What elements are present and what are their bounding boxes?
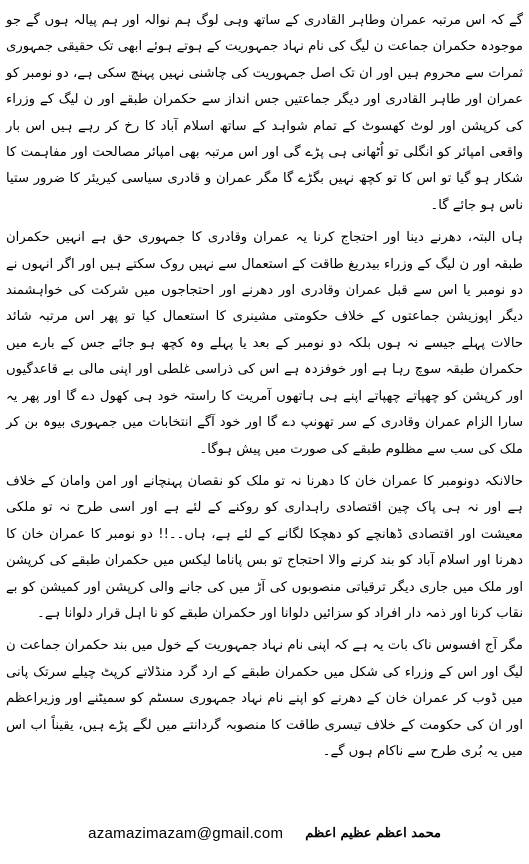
- article-paragraph-4: مگر آج افسوس ناک بات یہ ہے کہ اپنی نام نہاد جمہوریت کے خول میں بند حکمران جماعت ن لیگ اور اس کے وزراء کی شکل میں حکمران طبقے کے ارد گرد منڈلاتے کرپٹ چیلے سرتک پانی میں ڈوب کر عمران خان کے دھرنے کو اپنے نام نہاد جمہوری سسٹم کو سمیٹنے اور وزیراعظم اور ان کی حکومت کے خلاف تیسری طاقت کا منصوبہ گردانتے میں لگے پڑے ہیں، یقیناً اب اس میں یہ بُری طرح سے ناکام ہوں گے۔: [6, 638, 523, 759]
- author-name: محمد اعظم عظیم اعظم: [305, 825, 441, 841]
- author-email[interactable]: azamazimazam@gmail.com: [88, 824, 284, 842]
- article-paragraph-1: گے کہ اس مرتبہ عمران وطاہر القادری کے ساتھ وہی لوگ ہم نوالہ اور ہم پیالہ ہوں گے جو موجودہ حکمران جماعت ن لیگ کی نام نہاد جمہوریت کے ہوتے ہوئے ابھی تک حقیقی جمہوری ثمرات سے محروم ہیں اور ان تک اصل جمہوریت کی چاشنی نہیں پہنچ سکی ہے، دو نومبر کو عمران اور طاہر القادری اور دیگر جماعتیں جس انداز سے حکمران طبقے اور ن لیگ کے وزراء کی کرپشن اور لوٹ کھسوٹ کے تمام شواہد کے ساتھ اسلام آباد کا رخ کر رہے ہیں اس بار واقعی امپائر کو انگلی تو اُٹھانی ہی پڑے گی اور اس مرتبہ بھی امپائر مصالحت اور مفاہمت کا شکار ہو گیا تو اس کا تو کچھ نہیں بگڑے گا مگر عمران و قادری سیاسی کیریئر کا ضرور ستیا ناس ہو جائے گا۔: [6, 13, 523, 213]
- article-paragraph-3: حالانکہ دونومبر کا عمران خان کا دھرنا نہ تو ملک کو نقصان پہنچانے اور امن وامان کے خلاف ہے اور نہ ہی پاک چین اقتصادی راہداری کو روکنے کے لئے ہے اور اسی طرح نہ تو ملکی معیشت اور اقتصادی ڈھانچے کو دھچکا لگانے کے لئے ہے، ہاں۔۔!! دو نومبر کا عمران خان کا دھرنا اور اسلام آباد کو بند کرنے والا احتجاج تو بس پاناما لیکس میں حکمران طبقے کی کرپشن اور ملک میں جاری دیگر ترقیاتی منصوبوں کی آڑ میں کی جانے والی کرپشن اور کمیشن کو بے نقاب کرنا اور ذمہ دار افراد کو سزائیں دلوانا اور حکمران طبقے کو نا اہل قرار دلوانا ہے۔: [6, 473, 523, 621]
- article-paragraph-2: ہاں البتہ، دھرنے دینا اور احتجاج کرنا یہ عمران وقادری کا جمہوری حق ہے انہیں حکمران طبقہ اور ن لیگ کے وزراء بیدریغ طاقت کے استعمال سے نہیں روک سکتے ہیں اور اگر انہوں نے دو نومبر یا اس سے قبل عمران وقادری اور دھرنے اور احتجاجوں میں شرکت کی خواہشمند دیگر اپوزیشن جماعتوں کے خلاف حکومتی مشینری کا استعمال کیا تو پھر اس مرتبہ شائد حالات پہلے جیسے نہ ہوں بلکہ دو نومبر کے بعد یا پہلے وہ کچھ ہو جائے جس کے بارے میں حکمران طبقہ سوچ رہا ہے اور خوفزدہ ہے اس کی ذراسی غلطی اور اپنی مالی بے قاعدگیوں اور کرپشن کو چھپاتے چھپاتے اپنے ہی ہاتھوں آمریت کا راستہ خود ہی کھول دے گا اور پھر یہ سارا الزام عمران وقادری کے سر تھونپ دے گا اور خود آگے انتخابات میں جمہوری بیوہ بن کر ملک کی سب سے مظلوم طبقے کی صورت میں پیش ہوگا۔: [6, 230, 523, 457]
- author-signature: [0, 818, 529, 848]
- article-body: [6, 8, 523, 765]
